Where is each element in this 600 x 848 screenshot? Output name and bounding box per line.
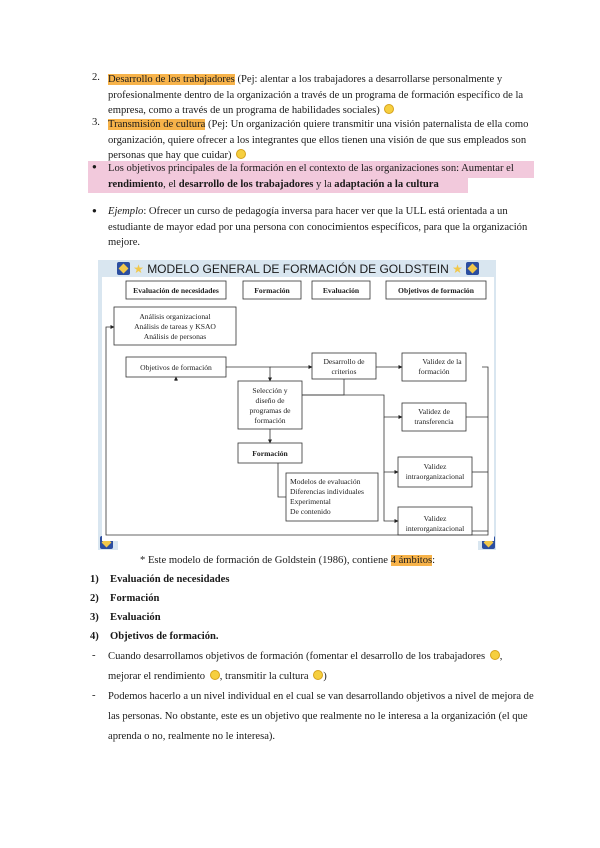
caption-colon: : bbox=[432, 555, 436, 566]
objectives-sep-2: y la bbox=[313, 178, 335, 190]
smiley-emoji-icon bbox=[210, 670, 220, 680]
diagram-caption bbox=[140, 555, 540, 566]
dash-paragraph-1: Cuando desarrollamos objetivos de formación (fomentar el desarrollo de los trabajadores , mejorar el rendimiento , transmitir la cultura ) bbox=[108, 651, 503, 682]
objective-desarrollo: desarrollo de los trabajadores bbox=[178, 178, 314, 190]
grinning-emoji-icon bbox=[490, 650, 500, 660]
list-item-2: Formación bbox=[110, 593, 160, 604]
header-evaluacion: Evaluación bbox=[322, 286, 360, 295]
objectives-pre: Los objetivos principales de la formación en el contexto de las organizaciones son: Aumentar el bbox=[108, 163, 514, 174]
list-item-4: Objetivos de formación. bbox=[110, 631, 219, 642]
caption-text: * Este modelo de formación de Goldstein (1986), contiene bbox=[140, 555, 391, 566]
models-line-2: Diferencias individuales bbox=[290, 487, 365, 496]
formacion-label: Formación bbox=[252, 449, 288, 458]
dash-paragraph-2: Podemos hacerlo a un nivel individual en el cual se van desarrollando objetivos a nivel de mejora de las personas. No obstante, este es un objetivo que realmente no le interesa a la organización (el que aprenda o no, realmente no le interesa). bbox=[108, 691, 534, 742]
dash-1-text-c: , transmitir la cultura bbox=[219, 671, 309, 682]
models-line-3: Experimental bbox=[290, 497, 331, 506]
selection-line-2: diseño de bbox=[255, 396, 285, 405]
list-number-4: 4) bbox=[90, 631, 99, 642]
selection-line-4: formación bbox=[254, 416, 286, 425]
needs-line-2: Análisis de tareas y KSAO bbox=[134, 322, 216, 331]
list-number-1: 1) bbox=[90, 574, 99, 585]
item-3-title: Transmisión de cultura bbox=[108, 119, 206, 130]
objectives-sep-1: , el bbox=[163, 178, 179, 190]
caption-highlight: 4 ámbitos bbox=[390, 555, 433, 566]
item-number-2: 2. bbox=[92, 72, 100, 83]
item-number-3: 3. bbox=[92, 117, 100, 128]
bullet-icon-2: ● bbox=[92, 206, 97, 215]
diagram-title-text: MODELO GENERAL DE FORMACIÓN DE GOLDSTEIN bbox=[147, 262, 449, 276]
list-item-3: Evaluación bbox=[110, 612, 161, 623]
dash-1-text-d: ) bbox=[323, 671, 327, 682]
criteria-line-1: Desarrollo de bbox=[323, 357, 365, 366]
models-line-1: Modelos de evaluación bbox=[290, 477, 361, 486]
needs-line-1: Análisis organizacional bbox=[139, 312, 211, 321]
validity-1-line-1: Validez de la bbox=[422, 357, 462, 366]
validity-2-line-2: transferencia bbox=[414, 417, 454, 426]
criteria-line-2: criterios bbox=[331, 367, 357, 376]
smiley-emoji-icon bbox=[313, 670, 323, 680]
item-2-text: (Pej: alentar a los trabajadores a desarrollarse personalmente y profesionalmente dentro de la organización a través de un programa de formación específico de la empresa, como a través de un programa de habilidades sociales) bbox=[108, 74, 524, 117]
header-objectives: Objetivos de formación bbox=[398, 286, 474, 295]
objectives-label: Objetivos de formación bbox=[140, 363, 212, 372]
bullet-icon: ● bbox=[92, 162, 97, 171]
list-item-1: Evaluación de necesidades bbox=[110, 574, 230, 585]
validity-2-line-1: Validez de bbox=[418, 407, 450, 416]
item-2-paragraph bbox=[108, 72, 532, 119]
example-label: Ejemplo bbox=[108, 206, 144, 217]
item-3-text: (Pej: Un organización quiere transmitir una visión paternalista de ella como organización, quiere ofrecer a los integrantes que ellos tienen una visión de que sus empleados son personas que hay que cuidar) bbox=[108, 119, 529, 162]
example-text: : Ofrecer un curso de pedagogía inversa para hacer ver que la ULL está orientada a un estudiante de mayor edad por una persona con conocimientos específicos, para que la organización mejore. bbox=[108, 206, 528, 249]
smiley-emoji-icon bbox=[236, 149, 246, 159]
star-icon: ★ bbox=[452, 262, 463, 276]
validity-3-line-1: Validez bbox=[423, 462, 447, 471]
dash-marker-2: - bbox=[92, 690, 96, 701]
validity-3-line-2: intraorganizacional bbox=[405, 472, 465, 481]
item-2-title: Desarrollo de los trabajadores bbox=[108, 74, 235, 85]
example-paragraph bbox=[108, 204, 532, 251]
diagram-title bbox=[102, 262, 494, 276]
header-formacion: Formación bbox=[254, 286, 290, 295]
dash-1-text-a: Cuando desarrollamos objetivos de formación (fomentar el desarrollo de los trabajadores bbox=[108, 651, 486, 662]
needs-line-3: Análisis de personas bbox=[143, 332, 207, 341]
dash-1-text-b: mejorar el rendimiento bbox=[108, 671, 206, 682]
list-number-2: 2) bbox=[90, 593, 99, 604]
models-line-4: De contenido bbox=[290, 507, 331, 516]
star-icon: ★ bbox=[133, 262, 144, 276]
header-needs: Evaluación de necesidades bbox=[133, 286, 219, 295]
objective-rendimiento: rendimiento bbox=[108, 178, 164, 190]
grinning-emoji-icon bbox=[384, 104, 394, 114]
selection-line-1: Selección y bbox=[252, 386, 288, 395]
comet-icon bbox=[466, 262, 479, 275]
objectives-paragraph bbox=[108, 161, 532, 192]
validity-4-line-2: interorganizacional bbox=[405, 524, 465, 533]
objective-cultura: adaptación a la cultura bbox=[334, 178, 439, 190]
selection-line-3: programas de bbox=[249, 406, 291, 415]
dash-marker-1: - bbox=[92, 650, 96, 661]
item-3-paragraph bbox=[108, 117, 532, 164]
list-number-3: 3) bbox=[90, 612, 99, 623]
goldstein-model-diagram bbox=[102, 277, 494, 541]
validity-1-line-2: formación bbox=[418, 367, 450, 376]
comet-icon bbox=[117, 262, 130, 275]
validity-4-line-1: Validez bbox=[423, 514, 447, 523]
